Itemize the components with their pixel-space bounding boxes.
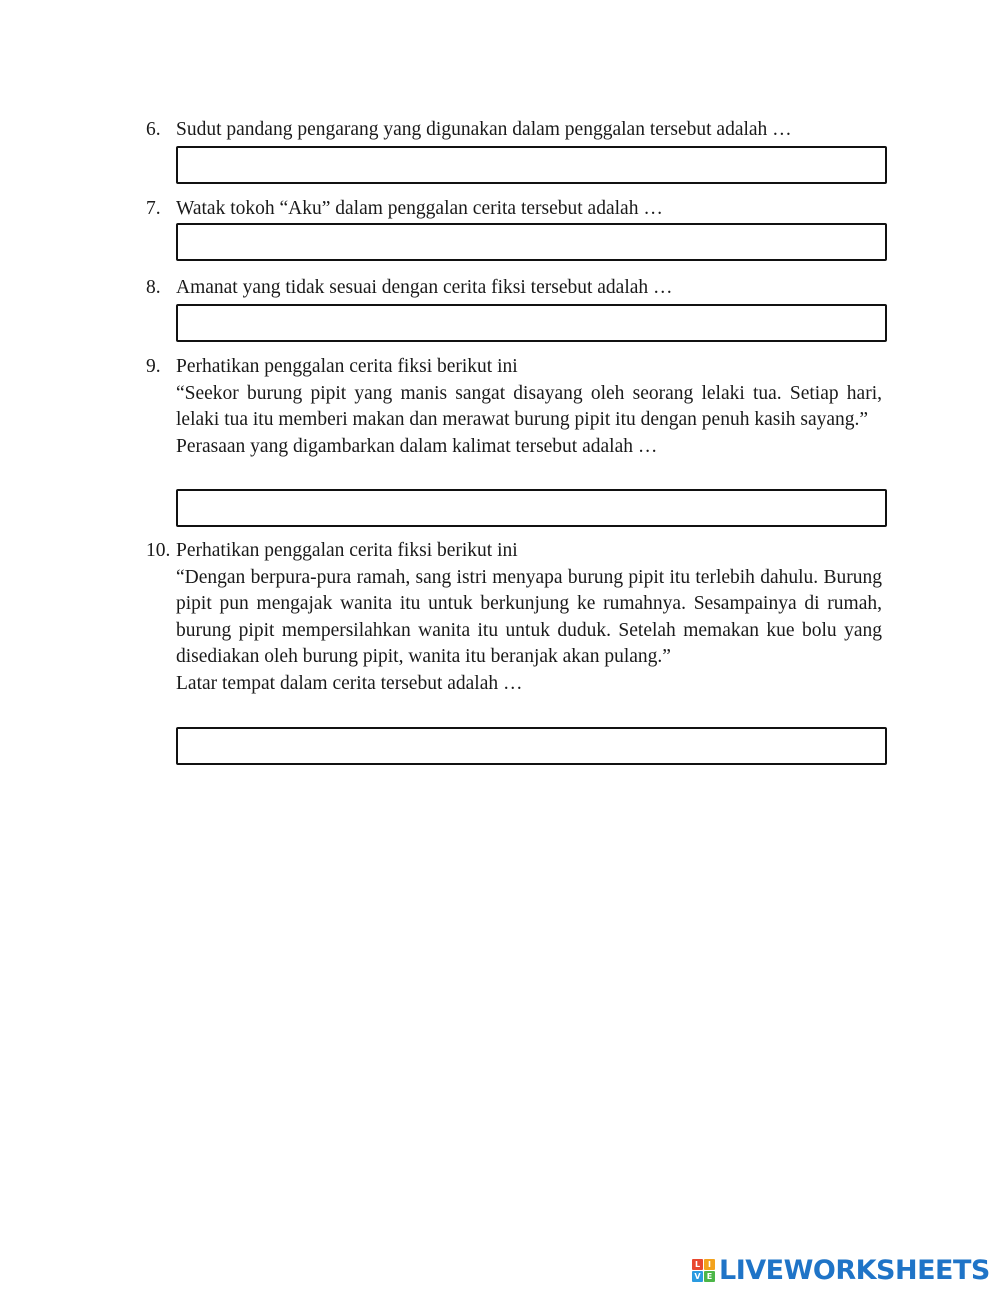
story-quote: “Seekor burung pipit yang manis sangat disayang oleh seorang lelaki tua. Setiap hari, lelaki tua itu memberi makan dan merawat burung pipit itu dengan penuh kasih sayang.” [176,382,882,430]
question-text: Watak tokoh “Aku” dalam penggalan cerita tersebut adalah … [176,198,663,219]
liveworksheets-mark-icon [692,1259,715,1282]
question-prompt: Perasaan yang digambarkan dalam kalimat tersebut adalah … [176,435,658,457]
liveworksheets-logo [692,1255,990,1285]
question-number: 10. [146,540,171,561]
question-intro: Perhatikan penggalan cerita fiksi berikut ini [176,540,518,561]
question-text: Sudut pandang pengarang yang digunakan dalam penggalan tersebut adalah … [176,119,792,140]
question-text: Amanat yang tidak sesuai dengan cerita fiksi tersebut adalah … [176,277,673,298]
answer-box-6[interactable] [176,146,887,184]
question-number: 6. [146,119,161,140]
answer-box-10[interactable] [176,727,887,765]
answer-box-7[interactable] [176,223,887,261]
logo-mark-letter: I [704,1259,715,1270]
question-number: 8. [146,277,161,298]
answer-box-8[interactable] [176,304,887,342]
logo-mark-letter: L [692,1259,703,1270]
question-6 [146,117,886,144]
logo-mark-letter: E [704,1271,715,1282]
question-7 [146,196,886,223]
story-quote: “Dengan berpura-pura ramah, sang istri menyapa burung pipit itu terlebih dahulu. Burung pipit pun mengajak wanita itu untuk berkunjung ke rumahnya. Sesampainya di rumah, burung pipit mempersilahkan wanita itu untuk duduk. Setelah memakan kue bolu yang disediakan oleh burung pipit, wanita itu beranjak akan pulang.” [176,566,882,667]
logo-text: LIVEWORKSHEETS [719,1254,990,1286]
question-8 [146,275,886,302]
question-intro: Perhatikan penggalan cerita fiksi berikut ini [176,356,518,377]
question-9 [146,354,886,460]
answer-box-9[interactable] [176,489,887,527]
logo-mark-letter: V [692,1271,703,1282]
question-number: 7. [146,198,161,219]
question-number: 9. [146,356,161,377]
question-10 [146,538,886,697]
question-prompt: Latar tempat dalam cerita tersebut adalah … [176,672,523,694]
